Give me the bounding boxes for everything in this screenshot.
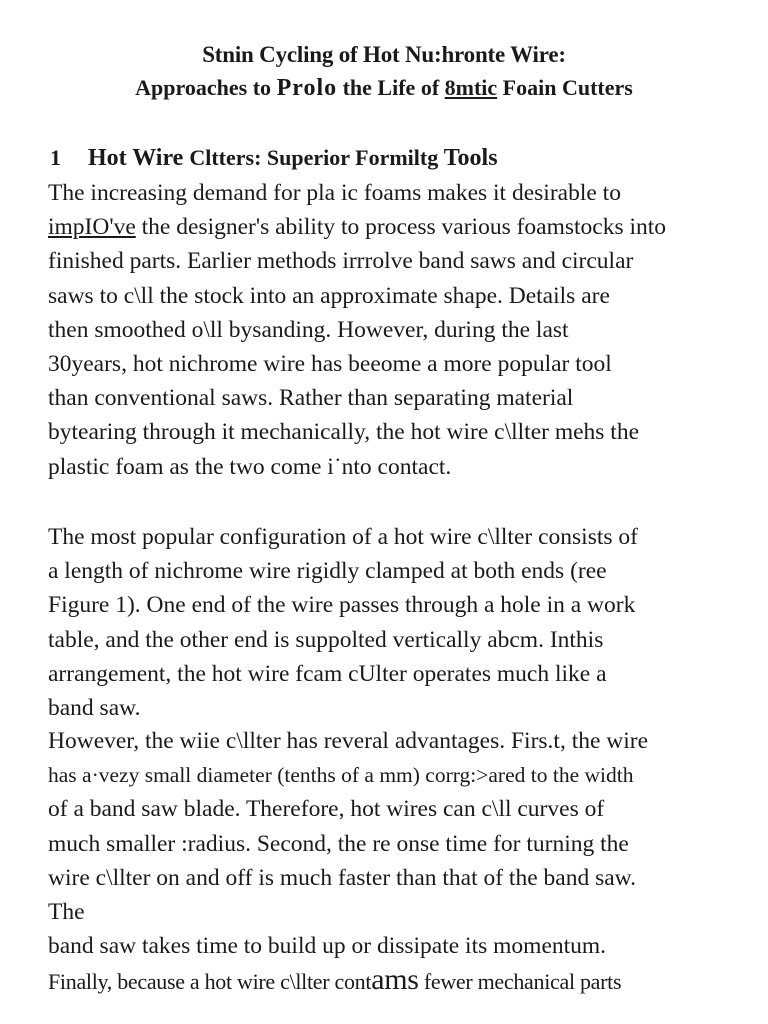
- title-line-2-part-e: Foain Cutters: [497, 75, 633, 100]
- section-heading-part-c: Tools: [443, 145, 498, 171]
- paragraph-line: band saw.: [48, 695, 141, 722]
- paragraph-line: much smaller :radius. Second, the re onse time for turning the: [48, 830, 629, 857]
- section-heading: [50, 143, 750, 173]
- paragraph-3: [48, 724, 738, 1000]
- paragraph-line: The most popular configuration of a hot wire c\llter consists of: [48, 524, 638, 550]
- title-line-2-part-c: the Life of: [337, 75, 445, 100]
- title-line-2-part-b: Prolo: [276, 75, 338, 101]
- paragraph-line: However, the wiie c\llter has reveral advantages. Firs.t, the wire: [48, 728, 649, 754]
- paragraph-line: band saw takes time to build up or dissipate its momentum.: [48, 933, 607, 960]
- paragraph-line: wire c\llter on and off is much faster than that of the band saw.: [48, 864, 636, 891]
- paragraph-line: [48, 963, 738, 999]
- paragraph-line: saws to c\ll the stock into an approximate shape. Details are: [48, 282, 610, 309]
- enlarged-fragment: ams: [371, 963, 419, 997]
- paragraph-line: table, and the other end is suppolted vertically abcm. Inthis: [48, 626, 604, 653]
- paragraph-line: [48, 210, 738, 244]
- paragraph-line: 30years, hot nichrome wire has beeome a more popular tool: [48, 351, 612, 378]
- paragraph-1: [48, 176, 738, 484]
- paragraph-line: finished parts. Earlier methods irrrolve band saws and circular: [48, 248, 634, 275]
- paragraph-line: bytearing through it mechanically, the hot wire c\llter mehs the: [48, 419, 640, 446]
- title-line-2-part-d: 8mtic: [444, 75, 498, 100]
- paragraph-line: a length of nichrome wire rigidly clamped at both ends (ree: [48, 558, 607, 585]
- section-heading-part-b: Cltters: Superior Formiltg: [189, 145, 444, 170]
- paragraph-line: of a band saw blade. Therefore, hot wires can c\ll curves of: [48, 796, 605, 823]
- paragraph-line: The increasing demand for pla ic foams makes it desirable to: [48, 180, 621, 206]
- paragraph-line: Figure 1). One end of the wire passes through a hole in a work: [48, 592, 636, 619]
- document-title: [0, 40, 768, 104]
- section-number: 1: [50, 145, 61, 170]
- paragraph-line: The: [48, 899, 85, 926]
- paragraph-2: [48, 520, 738, 725]
- paragraph-line: plastic foam as the two come i˙nto contact.: [48, 453, 452, 480]
- paragraph-line: then smoothed o\ll bysanding. However, during the last: [48, 316, 569, 343]
- paragraph-line-end: fewer mechanical parts: [418, 969, 622, 995]
- paragraph-line-rest: the designer's ability to process various foamstocks into: [135, 214, 667, 241]
- paragraph-line: arrangement, the hot wire fcam cUlter operates much like a: [48, 660, 607, 687]
- underlined-word: impIO've: [48, 214, 136, 241]
- title-line-2-part-a: Approaches to: [135, 75, 277, 100]
- paragraph-line: has a·vezy small diameter (tenths of a mm) corrg:>ared to the width: [48, 763, 634, 788]
- paragraph-line: than conventional saws. Rather than separating material: [48, 385, 574, 412]
- title-line-2: [0, 72, 768, 104]
- paragraph-line-start: Finally, because a hot wire c\llter cont: [48, 969, 372, 995]
- title-line-1: Stnin Cycling of Hot Nu:hronte Wire:: [202, 42, 566, 67]
- section-heading-part-a: Hot Wire: [88, 145, 190, 171]
